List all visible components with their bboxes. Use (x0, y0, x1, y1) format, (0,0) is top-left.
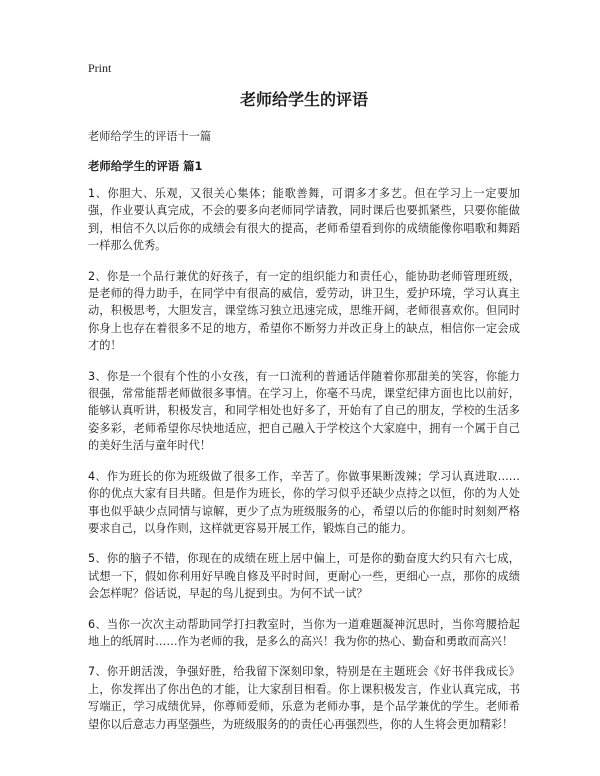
comment-paragraph-5: 5、你的脑子不错，你现在的成绩在班上居中偏上，可是你的勤奋度大约只有六七成，试想一下，假如你利用好早晚自修及平时时间，更耐心一些，更细心一点，那你的成绩会怎样呢？俗话说，早起的鸟儿捉到虫。为何不试一试？ (88, 552, 520, 601)
print-link[interactable]: Print (88, 61, 112, 75)
comment-paragraph-1: 1、你胆大、乐观，又很关心集体；能歌善舞，可谓多才多艺。但在学习上一定要加强，作业要认真完成，不会的要多向老师同学请教，同时课后也要抓紧些，只要你能做到，相信不久以后你的成绩会有很大的提高，老师希望看到你的成绩能像你唱歌和舞蹈一样那么优秀。 (88, 187, 520, 253)
comment-paragraph-2: 2、你是一个品行兼优的好孩子，有一定的组织能力和责任心，能协助老师管理班级，是老师的得力助手，在同学中有很高的威信，爱劳动，讲卫生，爱护环境，学习认真主动，积极思考，大胆发言，课堂练习独立迅速完成，思维开阔，老师很喜欢你。但同时你身上也存在着很多不足的地方，希望你不断努力并改正身上的缺点，相信你一定会成才的！ (88, 269, 520, 353)
subtitle: 老师给学生的评语十一篇 (88, 130, 212, 143)
comment-paragraph-7: 7、你开朗活泼，争强好胜，给我留下深刻印象，特别是在主题班会《好书伴我成长》上，你发挥出了你出色的才能，让大家刮目相看。你上课积极发言，作业认真完成，书写端正，学习成绩优异，你尊师爱师，乐意为老师办事，是个品学兼优的学生。老师希望你以后意志力再坚强些，为班级服务的的责任心再强烈些，你的人生将会更加精彩！ (88, 665, 520, 731)
document-page (88, 60, 520, 746)
comment-paragraph-3: 3、你是一个很有个性的小女孩，有一口流利的普通话伴随着你那甜美的笑容，你能力很强，常常能帮老师做很多事情。在学习上，你毫不马虎，课堂纪律方面也比以前好，能够认真听讲，积极发言，和同学相处也好多了，开始有了自己的朋友，学校的生活多姿多彩，老师希望你尽快地适应，把自己融入于学校这个大家庭中，拥有一个属于自己的美好生活与童年时代！ (88, 369, 520, 453)
page-title: 老师给学生的评语 (239, 90, 368, 109)
comment-paragraph-6: 6、当你一次次主动帮助同学打扫教室时，当你为一道难题凝神沉思时，当你弯腰拾起地上的纸屑时……作为老师的我，是多么的高兴！我为你的热心、勤奋和勇敢而高兴！ (88, 617, 520, 648)
comment-paragraph-4: 4、作为班长的你为班级做了很多工作，辛苦了。你做事果断泼辣；学习认真进取……你的优点大家有目共睹。但是作为班长，你的学习似乎还缺少点持之以恒，你的为人处事也似乎缺少点同情与谅解，更少了点为班级服务的心，希望以后的你能时时刻刻严格要求自己，以身作则，这样就更容易开展工作，锻炼自己的能力。 (88, 469, 520, 535)
section-heading: 老师给学生的评语 篇1 (88, 159, 203, 173)
